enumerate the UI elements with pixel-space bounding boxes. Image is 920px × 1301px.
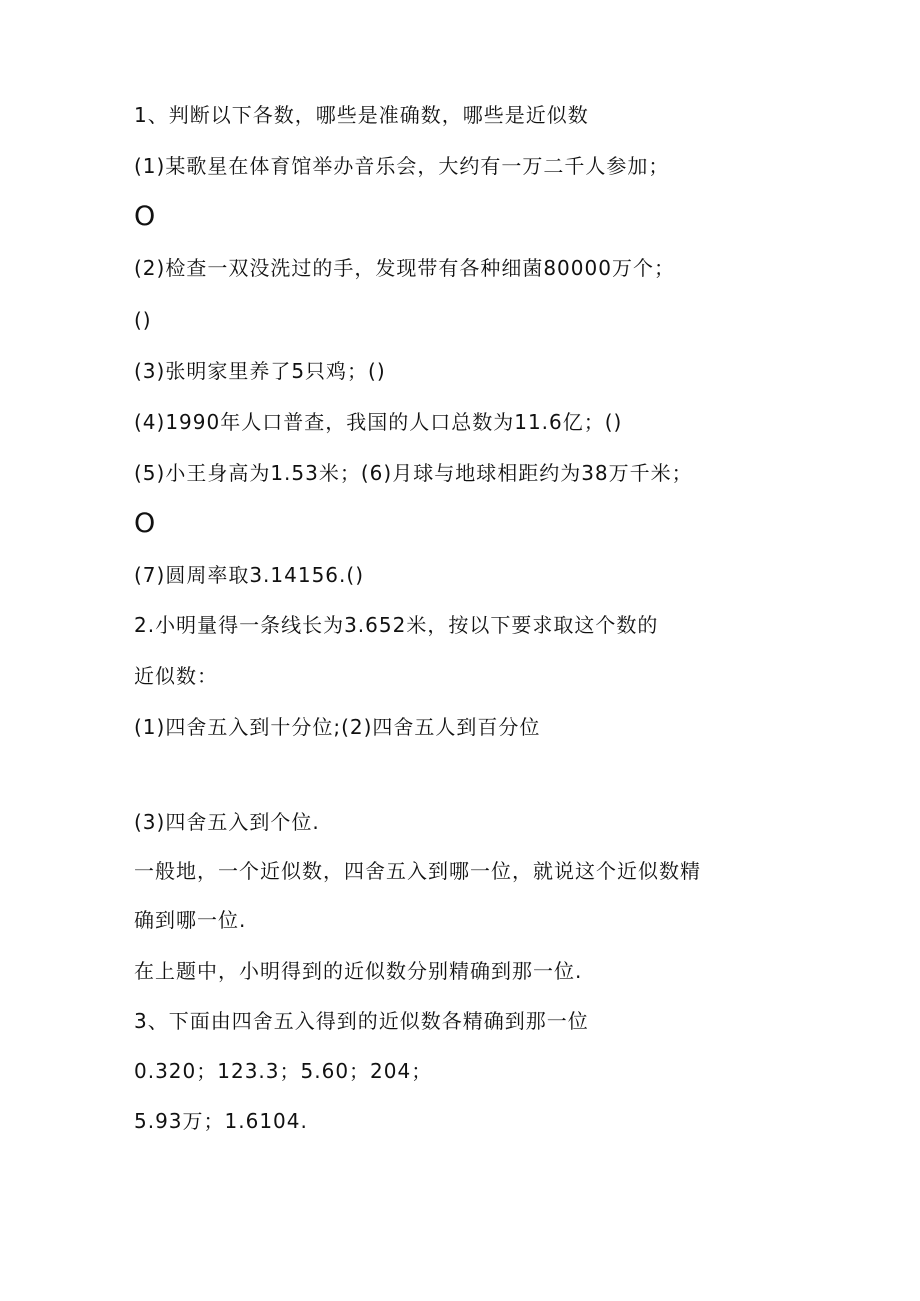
item-3-text: (3)张明家里养了5只鸡；() [134,359,386,383]
item-2-answer-blank: () [134,308,152,332]
question-3-numbers-row-2: 5.93万；1.6104. [134,1109,308,1133]
item-1-answer-blank: O [134,201,156,232]
definition-text: 一般地，一个近似数，四舍五入到哪一位，就说这个近似数精 [134,859,701,883]
question-1-heading: 1、判断以下各数，哪些是准确数，哪些是近似数 [134,103,589,127]
item-4-text: (4)1990年人口普查，我国的人口总数为11.6亿；() [134,410,623,434]
follow-up-question: 在上题中，小明得到的近似数分别精确到那一位. [134,959,583,983]
question-2-part-3: (3)四舍五入到个位. [134,810,320,834]
question-2-heading: 2.小明量得一条线长为3.652米，按以下要求取这个数的 [134,613,659,637]
item-1-text: (1)某歌星在体育馆举办音乐会，大约有一万二千人参加； [134,154,670,178]
question-2-parts-1-2: (1)四舍五入到十分位;(2)四舍五人到百分位 [134,715,541,739]
item-7-text: (7)圆周率取3.14156.() [134,563,364,587]
question-3-heading: 3、下面由四舍五入得到的近似数各精确到那一位 [134,1009,589,1033]
item-6-answer-blank: O [134,508,156,539]
definition-text-cont: 确到哪一位. [134,908,247,932]
item-5-6-text: (5)小王身高为1.53米；(6)月球与地球相距约为38万千米； [134,461,693,485]
question-2-heading-cont: 近似数： [134,664,218,688]
question-3-numbers-row-1: 0.320；123.3；5.60；204； [134,1059,433,1083]
item-2-text: (2)检查一双没洗过的手，发现带有各种细菌80000万个； [134,256,675,280]
